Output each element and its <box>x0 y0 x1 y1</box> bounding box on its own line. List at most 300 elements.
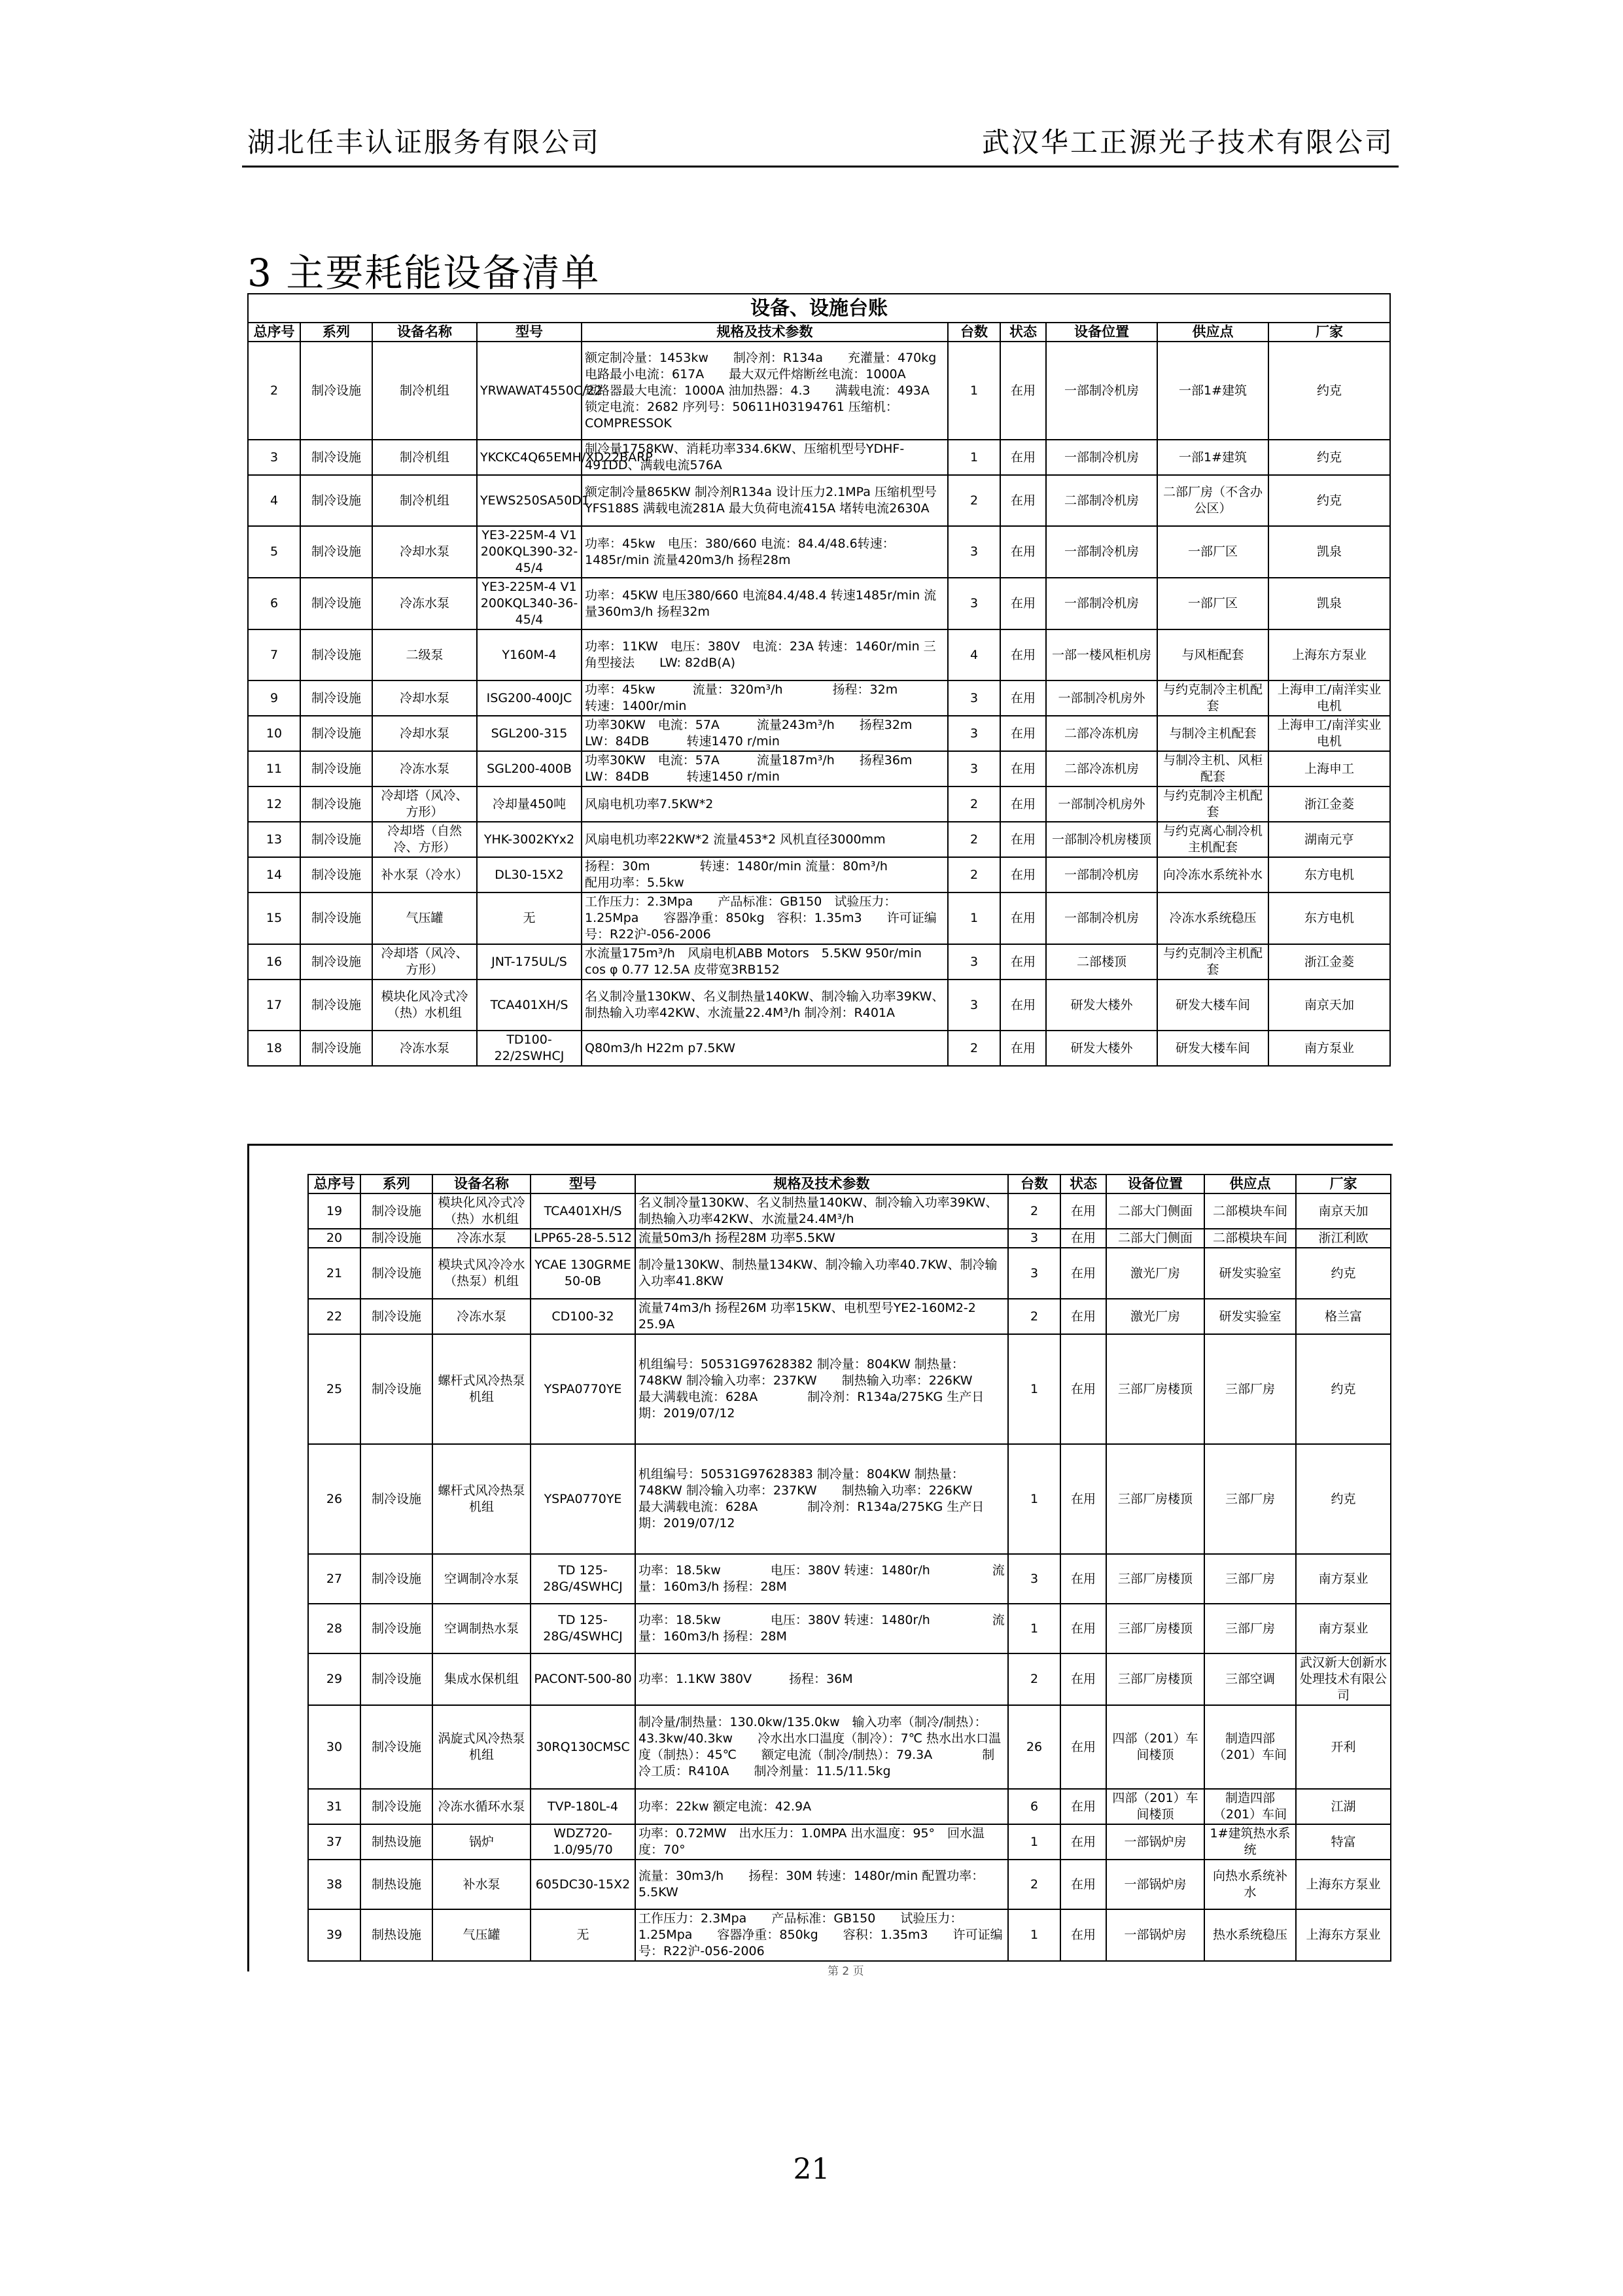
table-cell: 1 <box>948 440 1000 475</box>
table-cell: TD 125-28G/4SWHCJ <box>531 1604 635 1653</box>
table-cell: 3 <box>1008 1248 1060 1299</box>
table-cell: 在用 <box>1060 1248 1106 1299</box>
table-cell: 二部冷冻机房 <box>1046 751 1157 786</box>
column-header: 状态 <box>1060 1174 1106 1193</box>
table-cell: 额定制冷量865KW 制冷剂R134a 设计压力2.1MPa 压缩机型号YFS188S 满载电流281A 最大负荷电流415A 堵转电流2630A <box>582 475 948 526</box>
table-cell: 27 <box>308 1554 360 1604</box>
header-left-company: 湖北任丰认证服务有限公司 <box>247 126 601 158</box>
table-cell: 流量：30m3/h 扬程：30M 转速：1480r/min 配置功率：5.5KW <box>635 1860 1008 1909</box>
table-cell: 在用 <box>1060 1604 1106 1653</box>
table-cell: 补水泵 <box>432 1860 531 1909</box>
table-cell: 热水系统稳压 <box>1204 1909 1296 1961</box>
table-row <box>308 1444 1391 1554</box>
table-cell: 1 <box>1008 1334 1060 1444</box>
table-cell: 功率30KW 电流：57A 流量187m³/h 扬程36m LW：84DB 转速1450 r/min <box>582 751 948 786</box>
table-cell: 开利 <box>1296 1705 1391 1789</box>
table-cell: 三部厂房 <box>1204 1334 1296 1444</box>
table-cell: 冷却塔（风冷、方形） <box>372 786 477 822</box>
table-row <box>248 980 1390 1031</box>
table-cell: 一部一楼风柜机房 <box>1046 629 1157 680</box>
table-cell: 东方电机 <box>1268 857 1390 892</box>
table-cell: 3 <box>948 751 1000 786</box>
table-cell: 制冷设施 <box>300 629 372 680</box>
table-cell: 在用 <box>1000 475 1046 526</box>
table-cell: 东方电机 <box>1268 892 1390 944</box>
table-cell: YEWS250SA50D1 <box>477 475 582 526</box>
table-cell: 制冷设施 <box>360 1604 432 1653</box>
table-cell: 13 <box>248 822 300 857</box>
table-cell: 约克 <box>1268 475 1390 526</box>
table-cell: JNT-175UL/S <box>477 944 582 980</box>
table-cell: 模块式风冷冷水（热泵）机组 <box>432 1248 531 1299</box>
table-cell: 三部厂房楼顶 <box>1106 1334 1204 1444</box>
table-cell: 一部制冷机房 <box>1046 578 1157 629</box>
table-cell: 制冷设施 <box>360 1554 432 1604</box>
section-title: 3 主要耗能设备清单 <box>247 251 601 295</box>
table-cell: 制冷设施 <box>300 680 372 716</box>
table-cell: 在用 <box>1060 1299 1106 1334</box>
table-cell: DL30-15X2 <box>477 857 582 892</box>
table-cell: 制冷设施 <box>300 475 372 526</box>
table-cell: 制造四部（201）车间 <box>1204 1789 1296 1824</box>
table-cell: 约克 <box>1296 1444 1391 1554</box>
table-cell: 南方泵业 <box>1296 1554 1391 1604</box>
table-cell: 冷冻水循环水泵 <box>432 1789 531 1824</box>
table-cell: 制冷量130KW、制热量134KW、制冷输入功率40.7KW、制冷输入功率41.8KW <box>635 1248 1008 1299</box>
table-cell: 制造四部（201）车间 <box>1204 1705 1296 1789</box>
table-cell: 15 <box>248 892 300 944</box>
table-cell: 激光厂房 <box>1106 1299 1204 1334</box>
table-cell: 冷却水泵 <box>372 680 477 716</box>
table-cell: 37 <box>308 1824 360 1860</box>
table-cell: 一部制冷机房外 <box>1046 786 1157 822</box>
table-cell: YRWAWAT4550C/22 <box>477 342 582 440</box>
table-cell: 在用 <box>1060 1444 1106 1554</box>
table-cell: 上海申工/南洋实业电机 <box>1268 716 1390 751</box>
table-cell: 2 <box>948 1031 1000 1066</box>
table-cell: 在用 <box>1060 1229 1106 1248</box>
table-cell: 三部空调 <box>1204 1653 1296 1705</box>
table-cell: 一部制冷机房楼顶 <box>1046 822 1157 857</box>
table-cell: 制热设施 <box>360 1860 432 1909</box>
table-cell: 1 <box>948 342 1000 440</box>
equipment-table-2 <box>307 1174 1391 1962</box>
table-cell: 三部厂房 <box>1204 1604 1296 1653</box>
table-cell: 凯泉 <box>1268 526 1390 578</box>
table-cell: YE3-225M-4 V1 200KQL340-36-45/4 <box>477 578 582 629</box>
table-row <box>248 680 1390 716</box>
table-cell: 研发大楼车间 <box>1157 980 1268 1031</box>
table-cell: 空调制热水泵 <box>432 1604 531 1653</box>
table-cell: 制冷设施 <box>360 1193 432 1229</box>
table-cell: 制冷设施 <box>300 526 372 578</box>
table-cell: 集成水保机组 <box>432 1653 531 1705</box>
table-cell: 南京天加 <box>1296 1193 1391 1229</box>
table-cell: 14 <box>248 857 300 892</box>
table-cell: 3 <box>948 578 1000 629</box>
table-cell: 武汉新大创新水处理技术有限公司 <box>1296 1653 1391 1705</box>
table-cell: 功率：22kw 额定电流：42.9A <box>635 1789 1008 1824</box>
table-cell: 605DC30-15X2 <box>531 1860 635 1909</box>
table-cell: 三部厂房楼顶 <box>1106 1653 1204 1705</box>
table-cell: 1 <box>948 892 1000 944</box>
table-cell: 冷冻水泵 <box>372 1031 477 1066</box>
table-cell: 2 <box>948 475 1000 526</box>
table-cell: 16 <box>248 944 300 980</box>
table-cell: 一部制冷机房 <box>1046 526 1157 578</box>
table-cell: 三部厂房楼顶 <box>1106 1554 1204 1604</box>
table-cell: 水流量175m³/h 风扇电机ABB Motors 5.5KW 950r/min cos φ 0.77 12.5A 皮带宽3RB152 <box>582 944 948 980</box>
header-right-company: 武汉华工正源光子技术有限公司 <box>981 126 1394 158</box>
table-cell: 制冷设施 <box>300 944 372 980</box>
table-cell: 28 <box>308 1604 360 1653</box>
table-cell: 制冷设施 <box>360 1444 432 1554</box>
table-cell: 扬程：30m 转速：1480r/min 流量：80m³/h 配用功率：5.5kw <box>582 857 948 892</box>
table-caption: 设备、设施台账 <box>248 294 1390 323</box>
table-cell: SGL200-315 <box>477 716 582 751</box>
table-cell: 制冷机组 <box>372 440 477 475</box>
page-number: 21 <box>793 2153 830 2186</box>
table-cell: 冷冻水泵 <box>432 1299 531 1334</box>
table-cell: 2 <box>948 857 1000 892</box>
table-cell: 气压罐 <box>372 892 477 944</box>
column-header: 规格及技术参数 <box>582 323 948 342</box>
table-cell: 12 <box>248 786 300 822</box>
table-cell: 1#建筑热水系统 <box>1204 1824 1296 1860</box>
column-header: 厂家 <box>1268 323 1390 342</box>
table-cell: 名义制冷量130KW、名义制热量140KW、制冷输入功率39KW、制热输入功率42KW、水流量24.4M³/h <box>635 1193 1008 1229</box>
table-cell: 模块化风冷式冷（热）水机组 <box>372 980 477 1031</box>
table-cell: 江湖 <box>1296 1789 1391 1824</box>
table-cell: 研发实验室 <box>1204 1248 1296 1299</box>
table-cell: 在用 <box>1000 822 1046 857</box>
table-cell: 二级泵 <box>372 629 477 680</box>
table-header-row <box>308 1174 1391 1193</box>
table-cell: 三部厂房 <box>1204 1444 1296 1554</box>
table-cell: 2 <box>1008 1653 1060 1705</box>
table-cell: 制冷设施 <box>300 892 372 944</box>
table-cell: 功率30KW 电流：57A 流量243m³/h 扬程32m LW：84DB 转速1470 r/min <box>582 716 948 751</box>
table-row <box>248 629 1390 680</box>
table-cell: 二部大门侧面 <box>1106 1229 1204 1248</box>
table-cell: 额定制冷量：1453kw 制冷剂：R134a 充灌量：470kg 电路最小电流：617A 最大双元件熔断丝电流：1000A 短路器最大电流：1000A 油加热器：4.3 满载电流：493A 锁定电流：2682 序列号：50611H03194761 压缩机：COMPRESSOK <box>582 342 948 440</box>
table-cell: 冷冻水泵 <box>372 578 477 629</box>
table-cell: 风扇电机功率22KW*2 流量453*2 风机直径3000mm <box>582 822 948 857</box>
table-row <box>248 822 1390 857</box>
table-cell: 冷冻水泵 <box>432 1229 531 1248</box>
table-cell: 研发大楼车间 <box>1157 1031 1268 1066</box>
table-cell: 制冷设施 <box>360 1653 432 1705</box>
table-cell: 20 <box>308 1229 360 1248</box>
table-cell: 冷却水泵 <box>372 716 477 751</box>
table-cell: CD100-32 <box>531 1299 635 1334</box>
column-header: 系列 <box>360 1174 432 1193</box>
table-cell: TCA401XH/S <box>531 1193 635 1229</box>
table-cell: 一部制冷机房外 <box>1046 680 1157 716</box>
table-row <box>248 786 1390 822</box>
table-cell: 工作压力：2.3Mpa 产品标准：GB150 试验压力：1.25Mpa 容器净重：850kg 容积：1.35m3 许可证编号：R22沪-056-2006 <box>582 892 948 944</box>
table-cell: 1 <box>1008 1909 1060 1961</box>
table-cell: 约克 <box>1268 342 1390 440</box>
column-header: 供应点 <box>1157 323 1268 342</box>
table-row <box>308 1860 1391 1909</box>
table-cell: 制冷设施 <box>300 1031 372 1066</box>
table-cell: 在用 <box>1000 440 1046 475</box>
table-cell: 3 <box>948 944 1000 980</box>
table-cell: 在用 <box>1000 629 1046 680</box>
table-row <box>248 716 1390 751</box>
table-cell: 二部模块车间 <box>1204 1193 1296 1229</box>
table-cell: 一部厂区 <box>1157 526 1268 578</box>
table-cell: 21 <box>308 1248 360 1299</box>
column-header: 供应点 <box>1204 1174 1296 1193</box>
table-cell: 上海申工 <box>1268 751 1390 786</box>
table-cell: 26 <box>1008 1705 1060 1789</box>
table-cell: 在用 <box>1000 786 1046 822</box>
table-cell: 1 <box>1008 1604 1060 1653</box>
table-cell: 制冷设施 <box>360 1299 432 1334</box>
table-row <box>248 751 1390 786</box>
table-row <box>248 475 1390 526</box>
table-cell: 一部制冷机房 <box>1046 440 1157 475</box>
table-cell: 功率：11KW 电压：380V 电流：23A 转速：1460r/min 三角型接法 LW: 82dB(A) <box>582 629 948 680</box>
table-cell: 制冷设施 <box>360 1705 432 1789</box>
table-cell: 在用 <box>1000 857 1046 892</box>
table-row <box>248 892 1390 944</box>
table-cell: 在用 <box>1060 1653 1106 1705</box>
table-cell: 制冷设施 <box>300 822 372 857</box>
column-header: 型号 <box>531 1174 635 1193</box>
table-cell: 功率：45kw 流量：320m³/h 扬程：32m 转速：1400r/min <box>582 680 948 716</box>
table-cell: 冷冻水泵 <box>372 751 477 786</box>
table-cell: 功率：0.72MW 出水压力：1.0MPA 出水温度：95° 回水温度：70° <box>635 1824 1008 1860</box>
table-row <box>308 1789 1391 1824</box>
scan-page-mark: 第 2 页 <box>828 1965 864 1978</box>
table-cell: 2 <box>948 822 1000 857</box>
table-cell: 上海东方泵业 <box>1296 1909 1391 1961</box>
table-cell: ISG200-400JC <box>477 680 582 716</box>
table-cell: TD100-22/2SWHCJ <box>477 1031 582 1066</box>
table-cell: 机组编号：50531G97628382 制冷量：804KW 制热量：748KW 制冷输入功率：237KW 制热输入功率：226KW 最大满载电流：628A 制冷剂：R134a/275KG 生产日期：2019/07/12 <box>635 1334 1008 1444</box>
table-cell: 研发实验室 <box>1204 1299 1296 1334</box>
table-cell: 17 <box>248 980 300 1031</box>
table-cell: 在用 <box>1060 1789 1106 1824</box>
table-cell: 2 <box>1008 1299 1060 1334</box>
table-cell: 在用 <box>1000 944 1046 980</box>
table-cell: 制冷设施 <box>300 857 372 892</box>
table-cell: 2 <box>948 786 1000 822</box>
table-cell: 2 <box>248 342 300 440</box>
table-cell: 浙江金菱 <box>1268 786 1390 822</box>
table-cell: 二部楼顶 <box>1046 944 1157 980</box>
column-header: 设备位置 <box>1046 323 1157 342</box>
table-cell: 3 <box>948 526 1000 578</box>
table-cell: 上海东方泵业 <box>1296 1860 1391 1909</box>
table-cell: 凯泉 <box>1268 578 1390 629</box>
table-cell: 1 <box>1008 1824 1060 1860</box>
table-cell: 3 <box>948 716 1000 751</box>
table-cell: 二部大门侧面 <box>1106 1193 1204 1229</box>
table-cell: 二部制冷机房 <box>1046 475 1157 526</box>
table-cell: 研发大楼外 <box>1046 980 1157 1031</box>
table-cell: 功率：18.5kw 电压：380V 转速：1480r/h 流量：160m3/h 扬程：28M <box>635 1554 1008 1604</box>
table-cell: 18 <box>248 1031 300 1066</box>
table-cell: 四部（201）车间楼顶 <box>1106 1789 1204 1824</box>
table-cell: 机组编号：50531G97628383 制冷量：804KW 制热量：748KW 制冷输入功率：237KW 制热输入功率：226KW 最大满载电流：628A 制冷剂：R134a/275KG 生产日期：2019/07/12 <box>635 1444 1008 1554</box>
table-cell: 浙江利欧 <box>1296 1229 1391 1248</box>
table-cell: 与制冷主机配套 <box>1157 716 1268 751</box>
table-cell: 一部1#建筑 <box>1157 342 1268 440</box>
table-cell: 在用 <box>1060 1909 1106 1961</box>
table-row <box>248 440 1390 475</box>
table-cell: 31 <box>308 1789 360 1824</box>
table-row <box>308 1334 1391 1444</box>
table-row <box>308 1193 1391 1229</box>
table-cell: 一部制冷机房 <box>1046 892 1157 944</box>
table-cell: Y160M-4 <box>477 629 582 680</box>
table-cell: 在用 <box>1000 892 1046 944</box>
table-cell: 在用 <box>1000 680 1046 716</box>
table-cell: 在用 <box>1000 342 1046 440</box>
table-cell: 3 <box>248 440 300 475</box>
column-header: 设备名称 <box>372 323 477 342</box>
table-cell: PACONT-500-80 <box>531 1653 635 1705</box>
table-cell: 三部厂房 <box>1204 1554 1296 1604</box>
table-cell: 与约克制冷主机配套 <box>1157 786 1268 822</box>
table-cell: 功率：18.5kw 电压：380V 转速：1480r/h 流量：160m3/h 扬程：28M <box>635 1604 1008 1653</box>
column-header: 设备名称 <box>432 1174 531 1193</box>
table-cell: 与约克离心制冷机主机配套 <box>1157 822 1268 857</box>
table-cell: 4 <box>948 629 1000 680</box>
table-row <box>308 1554 1391 1604</box>
table-cell: 制冷设施 <box>360 1248 432 1299</box>
table-cell: SGL200-400B <box>477 751 582 786</box>
table-cell: 一部制冷机房 <box>1046 857 1157 892</box>
table-cell: 3 <box>1008 1554 1060 1604</box>
table-cell: 名义制冷量130KW、名义制热量140KW、制冷输入功率39KW、制热输入功率42KW、水流量22.4M³/h 制冷剂：R401A <box>582 980 948 1031</box>
table-cell: 特富 <box>1296 1824 1391 1860</box>
table-cell: 制冷设施 <box>300 342 372 440</box>
table-cell: 在用 <box>1000 751 1046 786</box>
table-cell: 制冷设施 <box>300 786 372 822</box>
table-cell: 功率：45kw 电压：380/660 电流：84.4/48.6转速：1485r/min 流量420m3/h 扬程28m <box>582 526 948 578</box>
table-cell: 在用 <box>1060 1860 1106 1909</box>
table-cell: YE3-225M-4 V1 200KQL390-32-45/4 <box>477 526 582 578</box>
table-cell: YSPA0770YE <box>531 1334 635 1444</box>
column-header: 台数 <box>948 323 1000 342</box>
table-cell: TD 125-28G/4SWHCJ <box>531 1554 635 1604</box>
table-cell: 三部厂房楼顶 <box>1106 1604 1204 1653</box>
column-header: 型号 <box>477 323 582 342</box>
table-cell: 激光厂房 <box>1106 1248 1204 1299</box>
table-cell: 制冷设施 <box>300 716 372 751</box>
table-cell: 一部制冷机房 <box>1046 342 1157 440</box>
table-cell: 制冷量/制热量：130.0kw/135.0kw 输入功率（制冷/制热）：43.3kw/40.3kw 冷水出水口温度（制冷）：7℃ 热水出水口温度（制热）：45℃ 额定电流（制冷/制热）：79.3A 制冷工质：R410A 制冷剂量：11.5/11.5kg <box>635 1705 1008 1789</box>
table-cell: 4 <box>248 475 300 526</box>
table-cell: 29 <box>308 1653 360 1705</box>
table-cell: 在用 <box>1000 716 1046 751</box>
table-row <box>308 1248 1391 1299</box>
table-cell: 螺杆式风冷热泵机组 <box>432 1334 531 1444</box>
table-cell: 工作压力：2.3Mpa 产品标准：GB150 试验压力：1.25Mpa 容器净重：850kg 容积：1.35m3 许可证编号：R22沪-056-2006 <box>635 1909 1008 1961</box>
table-cell: 四部（201）车间楼顶 <box>1106 1705 1204 1789</box>
table-cell: 无 <box>531 1909 635 1961</box>
table-cell: 空调制冷水泵 <box>432 1554 531 1604</box>
table-cell: 冷却水泵 <box>372 526 477 578</box>
table-cell: YCAE 130GRME 50-0B <box>531 1248 635 1299</box>
table-cell: 在用 <box>1060 1193 1106 1229</box>
table-cell: 制冷设施 <box>300 751 372 786</box>
table-cell: 在用 <box>1060 1554 1106 1604</box>
column-header: 系列 <box>300 323 372 342</box>
table-row <box>308 1705 1391 1789</box>
table-cell: 制冷机组 <box>372 342 477 440</box>
table-cell: 在用 <box>1000 1031 1046 1066</box>
table-cell: 一部锅炉房 <box>1106 1860 1204 1909</box>
header-rule <box>242 166 1399 168</box>
table-row <box>308 1653 1391 1705</box>
table-cell: 格兰富 <box>1296 1299 1391 1334</box>
table-row <box>248 1031 1390 1066</box>
table-cell: 在用 <box>1060 1705 1106 1789</box>
column-header: 总序号 <box>308 1174 360 1193</box>
table-cell: 向热水系统补水 <box>1204 1860 1296 1909</box>
column-header: 设备位置 <box>1106 1174 1204 1193</box>
table-cell: 南方泵业 <box>1296 1604 1391 1653</box>
table-cell: 二部冷冻机房 <box>1046 716 1157 751</box>
table-cell: 研发大楼外 <box>1046 1031 1157 1066</box>
table-row <box>308 1604 1391 1653</box>
table-cell: 1 <box>1008 1444 1060 1554</box>
column-header: 规格及技术参数 <box>635 1174 1008 1193</box>
table-cell: 一部厂区 <box>1157 578 1268 629</box>
table-cell: 制冷设施 <box>300 980 372 1031</box>
table-row <box>308 1229 1391 1248</box>
table-cell: 冷却量450吨 <box>477 786 582 822</box>
table-cell: 30 <box>308 1705 360 1789</box>
table-cell: 3 <box>948 680 1000 716</box>
table-cell: 5 <box>248 526 300 578</box>
column-header: 厂家 <box>1296 1174 1391 1193</box>
table-row <box>308 1909 1391 1961</box>
table-cell: 南方泵业 <box>1268 1031 1390 1066</box>
table-cell: 南京天加 <box>1268 980 1390 1031</box>
column-header: 台数 <box>1008 1174 1060 1193</box>
table-cell: 约克 <box>1296 1248 1391 1299</box>
table-cell: 制热设施 <box>360 1824 432 1860</box>
table-cell: 7 <box>248 629 300 680</box>
column-header: 状态 <box>1000 323 1046 342</box>
table-cell: 39 <box>308 1909 360 1961</box>
table-cell: TVP-180L-4 <box>531 1789 635 1824</box>
table-cell: 制冷设施 <box>300 440 372 475</box>
table-cell: YHK-3002KYx2 <box>477 822 582 857</box>
table-cell: 流量50m3/h 扬程28M 功率5.5KW <box>635 1229 1008 1248</box>
table-cell: 2 <box>1008 1193 1060 1229</box>
table-cell: 3 <box>1008 1229 1060 1248</box>
table-cell: 与风柜配套 <box>1157 629 1268 680</box>
table-cell: 25 <box>308 1334 360 1444</box>
table-cell: YKCKC4Q65EMH/XD22BARP <box>477 440 582 475</box>
table-row <box>248 944 1390 980</box>
table-cell: 二部厂房（不含办公区） <box>1157 475 1268 526</box>
table-cell: 涡旋式风冷热泵机组 <box>432 1705 531 1789</box>
table-cell: 与约克制冷主机配套 <box>1157 680 1268 716</box>
table-cell: 螺杆式风冷热泵机组 <box>432 1444 531 1554</box>
table-cell: 11 <box>248 751 300 786</box>
table-cell: 约克 <box>1268 440 1390 475</box>
table-cell: 模块化风冷式冷（热）水机组 <box>432 1193 531 1229</box>
